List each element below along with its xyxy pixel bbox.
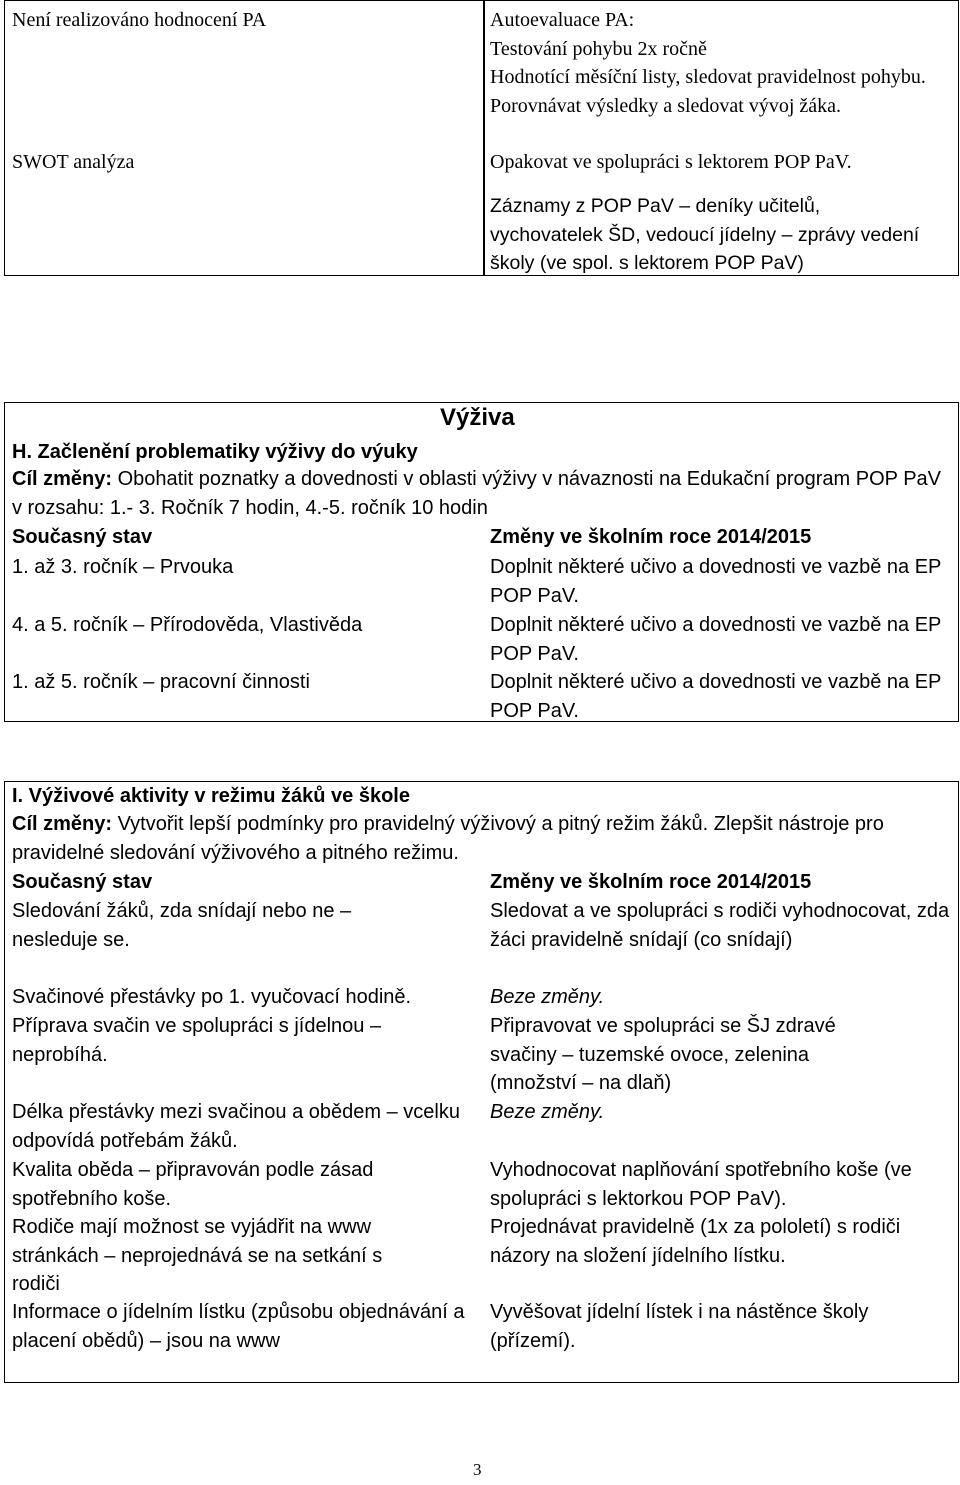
section-i-row4-right: Beze změny. [490, 1101, 605, 1123]
goal-label: Cíl změny: [12, 813, 113, 835]
top-row2-left: SWOT analýza [12, 151, 135, 173]
top-row3-right: Záznamy z POP PaV – deníky učitelů, vychovatelek ŠD, vedoucí jídelny – zprávy vedení školy (ve spol. s lektorem POP PaV) [490, 195, 920, 274]
section-title: Výživa [440, 404, 515, 431]
section-h-goal [12, 465, 942, 522]
section-i-row3-left: Příprava svačin ve spolupráci s jídelnou – neprobíhá. [12, 1015, 382, 1066]
goal-label: Cíl změny: [12, 468, 113, 490]
section-i-row2-left: Svačinové přestávky po 1. vyučovací hodině. [12, 986, 412, 1008]
top-row1-left: Není realizováno hodnocení PA [12, 9, 267, 31]
top-row1-right: Autoevaluace PA: Testování pohybu 2x ročně Hodnotící měsíční listy, sledovat pravidelnost pohybu. Porovnávat výsledky a sledovat vývoj žáka. [490, 9, 926, 117]
goal-text: Obohatit poznatky a dovednosti v oblasti výživy v návaznosti na Edukační program POP PaV v rozsahu: 1.- 3. Ročník 7 hodin, 4.-5. ročník 10 hodin [12, 468, 941, 519]
section-i-row1-right: Sledovat a ve spolupráci s rodiči vyhodnocovat, zda žáci pravidelně snídají (co snídají) [490, 900, 950, 951]
section-h-col-current: Současný stav [12, 526, 153, 548]
section-i-row6-right: Projednávat pravidelně (1x za pololetí) s rodiči názory na složení jídelního lístku. [490, 1216, 901, 1267]
section-i-row3-right: Připravovat ve spolupráci se ŠJ zdravé svačiny – tuzemské ovoce, zelenina (množství – na dlaň) [490, 1015, 836, 1094]
section-i-row4-left: Délka přestávky mezi svačinou a obědem – vcelku odpovídá potřebám žáků. [12, 1101, 460, 1152]
section-i-heading: I. Výživové aktivity v režimu žáků ve škole [12, 785, 410, 807]
section-h-row1-right: Doplnit některé učivo a dovednosti ve vazbě na EP POP PaV. [490, 556, 942, 607]
section-i-row6-left: Rodiče mají možnost se vyjádřit na www stránkách – neprojednává se na setkání s rodiči [12, 1216, 383, 1295]
section-h-heading: H. Začlenění problematiky výživy do výuky [12, 441, 418, 463]
section-i-row1-left: Sledování žáků, zda snídají nebo ne – nesleduje se. [12, 900, 352, 951]
page-number: 3 [473, 1460, 482, 1479]
section-h-row3-left: 1. až 5. ročník – pracovní činnosti [12, 671, 310, 693]
section-i-row5-right: Vyhodnocovat naplňování spotřebního koše (ve spolupráci s lektorkou POP PaV). [490, 1159, 912, 1210]
section-i-row5-left: Kvalita oběda – připravován podle zásad spotřebního koše. [12, 1159, 374, 1210]
section-i-col-current: Současný stav [12, 871, 153, 893]
section-h-row2-left: 4. a 5. ročník – Přírodověda, Vlastivěda [12, 614, 363, 636]
section-i-row7-left: Informace o jídelním lístku (způsobu objednávání a placení obědů) – jsou na www [12, 1301, 465, 1352]
section-i-row2-right: Beze změny. [490, 986, 605, 1008]
goal-text: Vytvořit lepší podmínky pro pravidelný výživový a pitný režim žáků. Zlepšit nástroje pro pravidelné sledování výživového a pitného režimu. [12, 813, 884, 864]
section-i-col-changes: Změny ve školním roce 2014/2015 [490, 871, 812, 893]
section-i-row7-right: Vyvěšovat jídelní lístek i na nástěnce školy (přízemí). [490, 1301, 869, 1352]
section-h-col-changes: Změny ve školním roce 2014/2015 [490, 526, 812, 548]
section-i-goal [12, 810, 942, 867]
section-h-row2-right: Doplnit některé učivo a dovednosti ve vazbě na EP POP PaV. [490, 614, 942, 665]
top-row2-right: Opakovat ve spolupráci s lektorem POP PaV. [490, 151, 852, 173]
column-divider [483, 1, 485, 275]
section-h-row3-right: Doplnit některé učivo a dovednosti ve vazbě na EP POP PaV. [490, 671, 942, 722]
section-h-row1-left: 1. až 3. ročník – Prvouka [12, 556, 234, 578]
